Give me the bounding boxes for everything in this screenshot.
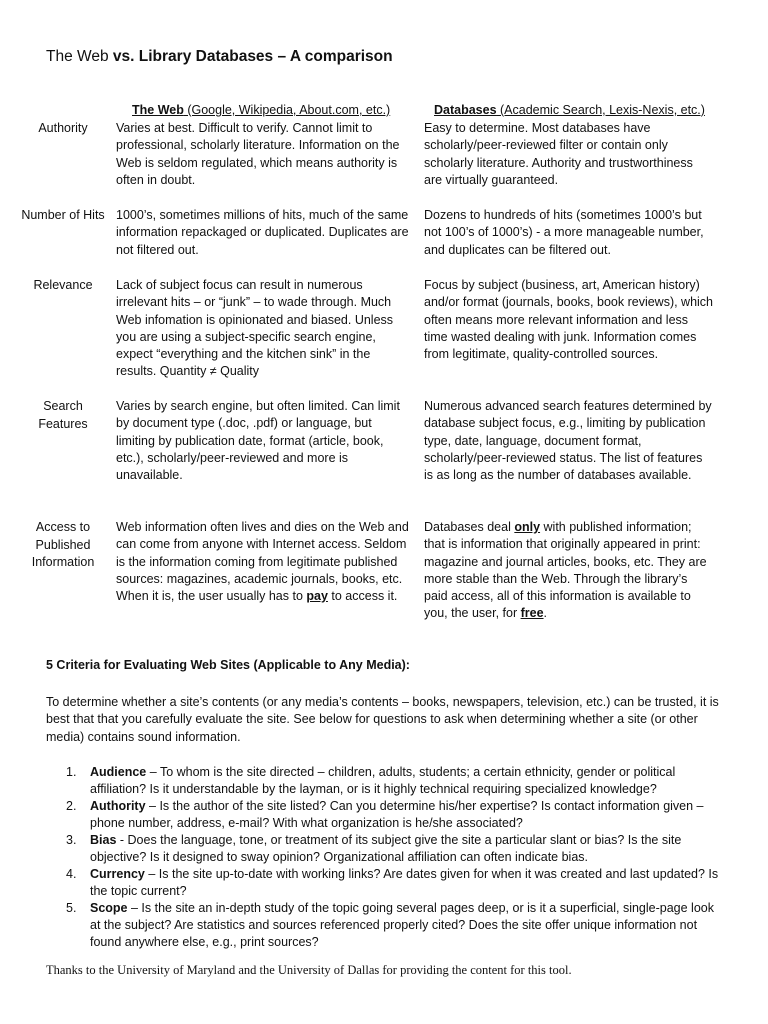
cell-web-access-text: Web information often lives and dies on the Web and can come from anyone with Internet access. Seldom is the information coming from legitimate published sources: magazines, academic journals, books, etc. When it is, the user usually has to bbox=[116, 520, 409, 604]
list-item-text: – Is the site an in-depth study of the topic going several pages deep, or is it a superficial, single-page look at the subject? Are statistics and sources referenced properly cited? Does the site offer unique information not found anywhere else, e.g., print sources? bbox=[90, 901, 714, 949]
column-header-web bbox=[132, 103, 390, 117]
list-item-text: – Is the site up-to-date with working links? Are dates given for when it was created and last updated? Is the topic current? bbox=[90, 867, 719, 898]
list-item bbox=[66, 900, 726, 951]
cell-web-relevance: Lack of subject focus can result in numerous irrelevant hits – or “junk” – to wade through. Much Web infomation is opinionated and biased. Unless you are using a subject-specific search engine, expect “everything and the kitchen sink” in the results. Quantity ≠ Quality bbox=[116, 278, 394, 379]
emphasis-free: free bbox=[520, 606, 544, 621]
cell-db-search-features: Numerous advanced search features determined by database subject focus, e.g., limiting by publication type, date, language, document format, scholarly/peer-reviewed status. The list of features is as long as the number of databases available. bbox=[424, 399, 712, 483]
row-label-relevance: Relevance bbox=[33, 278, 93, 292]
column-header-web-rest: (Google, Wikipedia, About.com, etc.) bbox=[183, 103, 391, 117]
list-item-number: 1. bbox=[66, 765, 77, 779]
criteria-heading: 5 Criteria for Evaluating Web Sites (Applicable to Any Media): bbox=[46, 658, 410, 672]
cell-web-search-features: Varies by search engine, but often limited. Can limit by document type (.doc, .pdf) or language, but limiting by publication date, format (article, book, etc.), scholarly/peer-reviewed and more is unavailable. bbox=[116, 399, 400, 483]
column-header-web-bold: The Web bbox=[132, 103, 184, 117]
list-item-text: – To whom is the site directed – children, adults, students; a certain ethnicity, gender or political affiliation? Is it understandable by the layman, or is it highly technical requiring specialized knowledge? bbox=[90, 765, 676, 796]
row-label-search-features: Search Features bbox=[38, 399, 88, 431]
cell-web-access bbox=[116, 519, 412, 605]
column-header-databases bbox=[434, 103, 705, 117]
list-item-term: Bias bbox=[90, 833, 117, 847]
list-item-number: 5. bbox=[66, 901, 77, 915]
cell-db-access-text-end: . bbox=[543, 606, 548, 621]
list-item-term: Audience bbox=[90, 765, 147, 779]
emphasis-pay: pay bbox=[306, 589, 328, 604]
list-item-text: - Does the language, tone, or treatment of its subject give the site a particular slant or bias? Is the site objective? Is it designed to sway opinion? Organizational affiliation can often indicate bias. bbox=[90, 833, 682, 864]
list-item bbox=[66, 866, 726, 900]
list-item-number: 2. bbox=[66, 799, 77, 813]
list-item-term: Authority bbox=[90, 799, 146, 813]
criteria-intro: To determine whether a site’s contents (or any media’s contents – books, newspapers, television, etc.) can be trusted, it is best that that you carefully evaluate the site. See below for questions to ask when determining whether a site (or other media) contains sound information. bbox=[46, 695, 719, 744]
column-header-db-rest: (Academic Search, Lexis-Nexis, etc.) bbox=[496, 103, 705, 117]
row-label-access: Access to Published Information bbox=[31, 520, 95, 569]
cell-web-number-of-hits: 1000’s, sometimes millions of hits, much of the same information repackaged or duplicated. Duplicates are not filtered out. bbox=[116, 208, 409, 257]
criteria-list bbox=[66, 764, 726, 951]
list-item-number: 3. bbox=[66, 833, 77, 847]
cell-db-access-text: Databases deal bbox=[424, 520, 515, 534]
list-item-term: Scope bbox=[90, 901, 128, 915]
footer-credits: Thanks to the University of Maryland and the University of Dallas for providing the content for this tool. bbox=[46, 963, 572, 977]
list-item-text: – Is the author of the site listed? Can you determine his/her expertise? Is contact information given – phone number, address, e-mail? With what organization is he/she associated? bbox=[90, 799, 704, 830]
page-title bbox=[46, 48, 393, 66]
cell-web-access-text-end: to access it. bbox=[327, 589, 398, 604]
row-label-authority: Authority bbox=[38, 121, 88, 135]
cell-db-number-of-hits: Dozens to hundreds of hits (sometimes 1000’s but not 100’s of 1000’s) - a more manageable number, and duplicates can be filtered out. bbox=[424, 208, 704, 257]
column-header-db-bold: Databases bbox=[434, 103, 497, 117]
title-prefix: The Web bbox=[46, 48, 113, 65]
cell-web-authority: Varies at best. Difficult to verify. Cannot limit to professional, scholarly literature. Information on the Web is seldom regulated, which means authority is often in doubt. bbox=[116, 121, 400, 187]
row-label-number-of-hits: Number of Hits bbox=[21, 208, 105, 222]
list-item bbox=[66, 798, 726, 832]
cell-db-access bbox=[424, 519, 714, 623]
list-item-number: 4. bbox=[66, 867, 77, 881]
cell-db-authority: Easy to determine. Most databases have scholarly/peer-reviewed filter or contain only scholarly literature. Authority and trustworthiness are virtually guaranteed. bbox=[424, 121, 693, 187]
cell-db-access-text-mid: with published information; that is information that originally appeared in print: magazine and journal articles, books, etc. They are more stable than the Web. Through the library’s paid access, all of this information is available to you, the user, for bbox=[424, 520, 707, 621]
list-item bbox=[66, 764, 726, 798]
cell-db-relevance: Focus by subject (business, art, American history) and/or format (journals, books, book reviews), which often means more relevant information and less time wasted dealing with junk. Information comes from legitimate, quality-controlled sources. bbox=[424, 278, 714, 362]
title-bold: vs. Library Databases – A comparison bbox=[112, 48, 393, 65]
list-item-term: Currency bbox=[90, 867, 145, 881]
list-item bbox=[66, 832, 726, 866]
emphasis-only: only bbox=[514, 520, 541, 534]
